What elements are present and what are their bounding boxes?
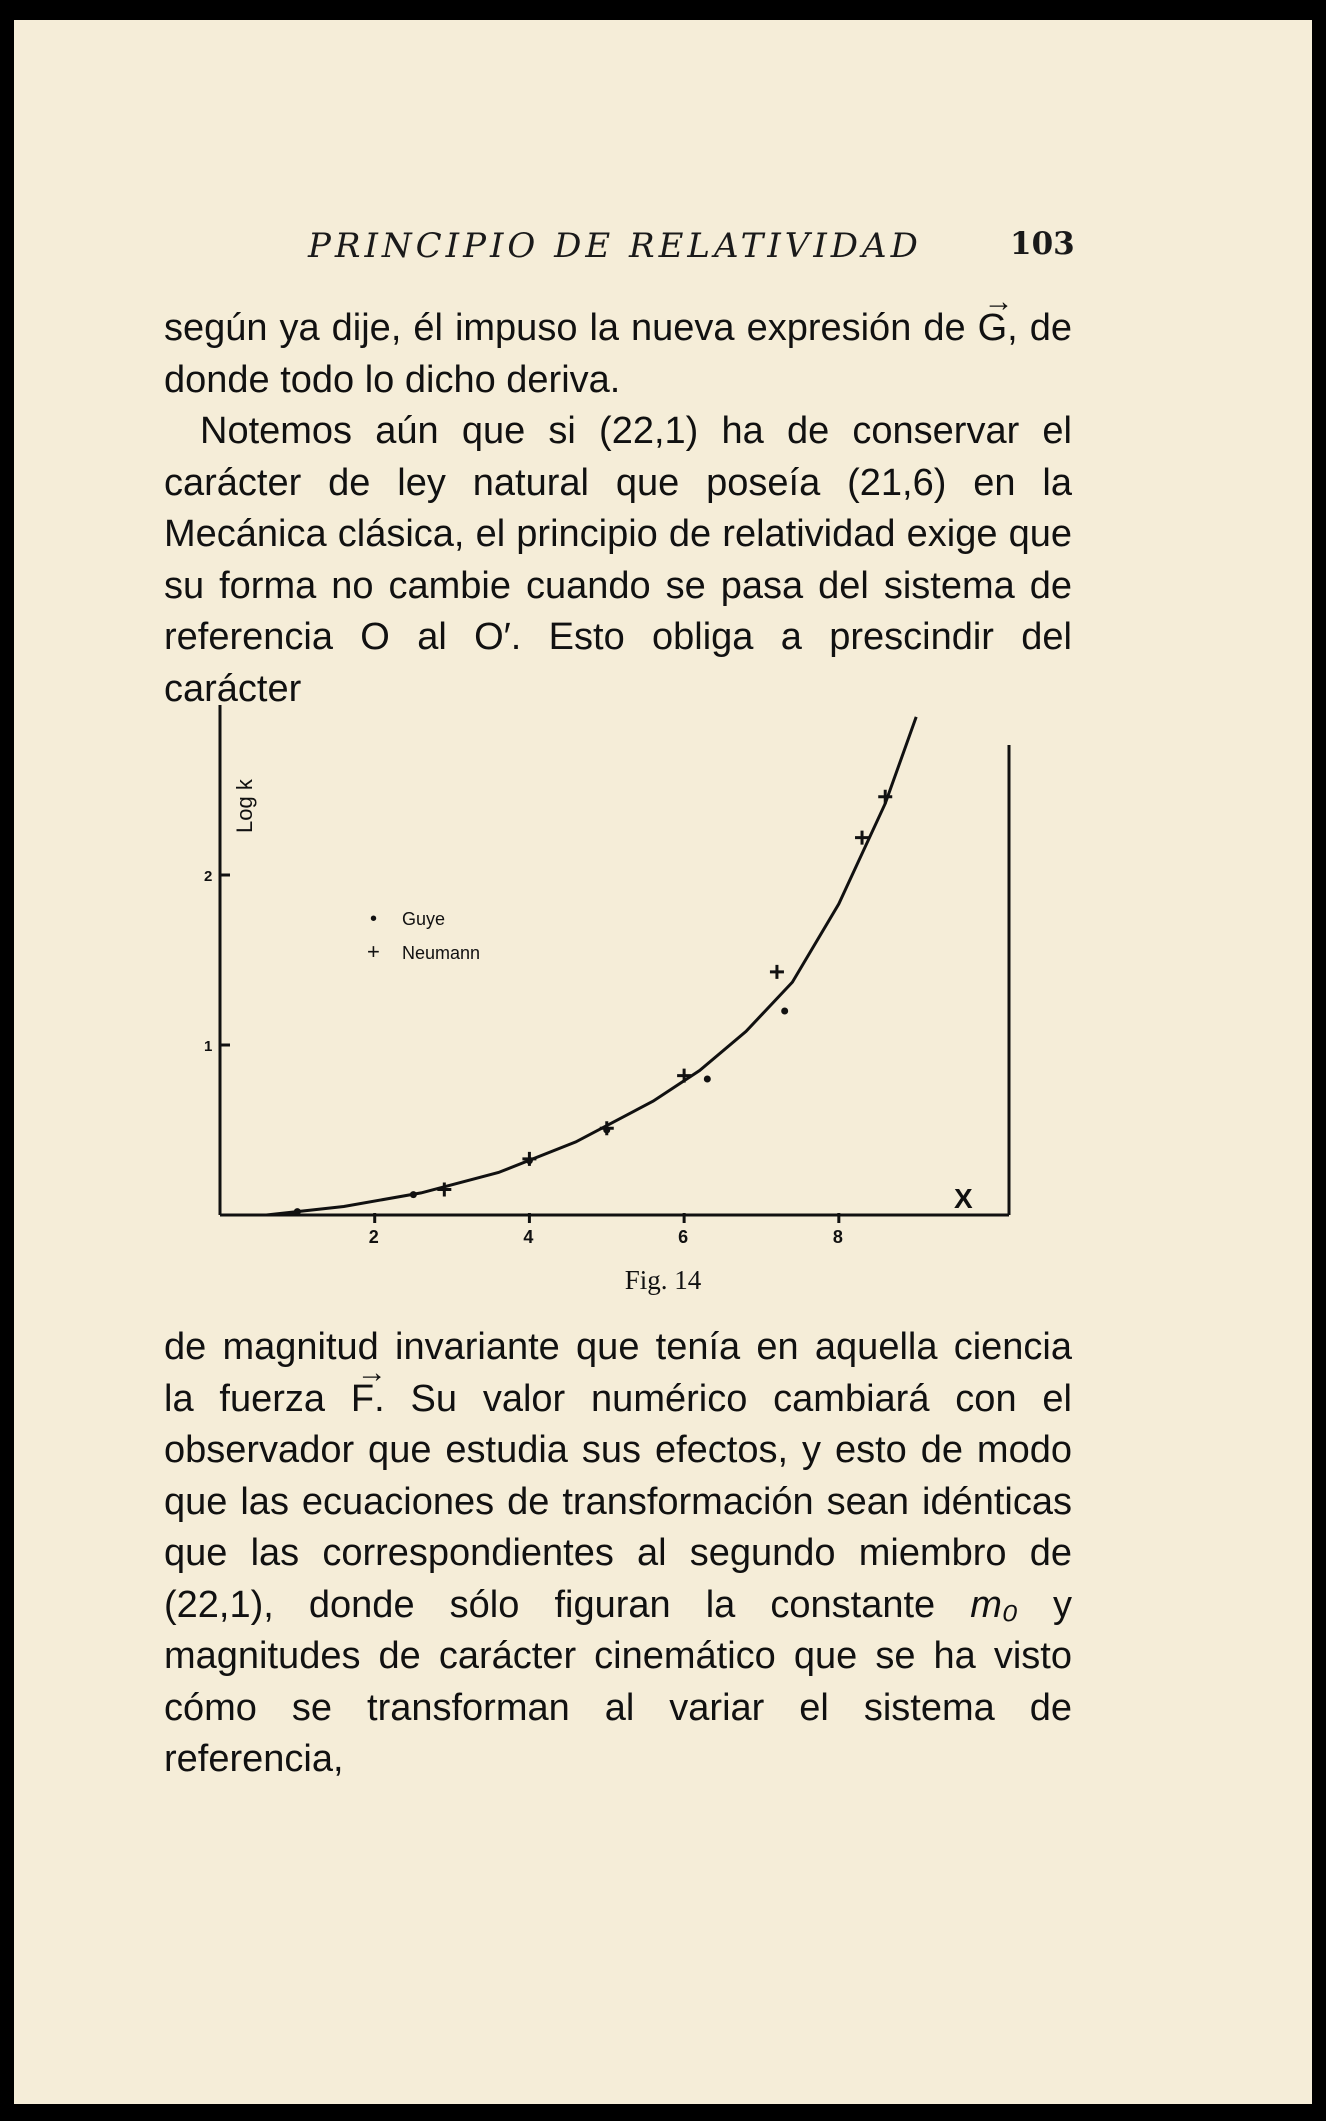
book-page	[14, 20, 1312, 2104]
guye-data-point	[781, 1008, 788, 1015]
figure-caption: Fig. 14	[624, 1265, 702, 1295]
running-header	[14, 226, 1312, 278]
guye-data-point	[704, 1076, 711, 1083]
x-tick-label: 2	[368, 1227, 379, 1247]
y-tick-label: 2	[204, 868, 213, 885]
legend-neumann-marker: +	[367, 939, 380, 964]
running-title: PRINCIPIO DE RELATIVIDAD	[308, 226, 922, 266]
neumann-data-point	[677, 1069, 691, 1083]
legend	[367, 908, 480, 964]
x-tick-label: 8	[832, 1227, 843, 1247]
math-symbol: m₀	[970, 1583, 1018, 1626]
x-tick-label: 4	[523, 1227, 534, 1247]
vector-symbol: → F	[351, 1374, 374, 1426]
y-tick-label: 1	[204, 1038, 213, 1055]
paragraph: según ya dije, él impuso la nueva expresión de → G, de donde todo lo dicho deriva.	[164, 303, 1072, 406]
guye-data-point	[410, 1191, 417, 1198]
legend-guye-label: Guye	[402, 909, 446, 929]
y-axis-label: Log k	[232, 779, 257, 833]
x-tick-label: 6	[678, 1227, 689, 1247]
fitted-curve	[266, 717, 916, 1215]
guye-data-point	[294, 1208, 301, 1215]
legend-neumann-label: Neumann	[402, 943, 481, 963]
page-number: 103	[1010, 226, 1075, 262]
figure-log-k-chart	[204, 705, 1034, 1265]
neumann-data-point	[770, 965, 784, 979]
text-block-bottom	[164, 1322, 1072, 1786]
paragraph: Notemos aún que si (22,1) ha de conservar el carácter de ley natural que poseía (21,6) en la Mecánica clásica, el principio de relatividad exige que su forma no cambie cuando se pasa del sistema de referencia O al O′. Esto obliga a prescindir del carácter	[164, 410, 1072, 710]
x-axis-label: X	[954, 1183, 973, 1214]
legend-guye-marker: •	[370, 908, 378, 930]
text-block-top	[164, 303, 1072, 715]
paragraph: de magnitud invariante que tenía en aquella ciencia la fuerza → F. Su valor numérico cambiará con el observador que estudia sus efectos, y esto de modo que las ecuaciones de transformación sean idénticas que las correspondientes al segundo miembro de (22,1), donde sólo figuran la constante m₀ y magnitudes de carácter cinemático que se ha visto cómo se transforman al variar el sistema de referencia,	[164, 1322, 1072, 1786]
vector-symbol: → G	[978, 303, 1008, 355]
